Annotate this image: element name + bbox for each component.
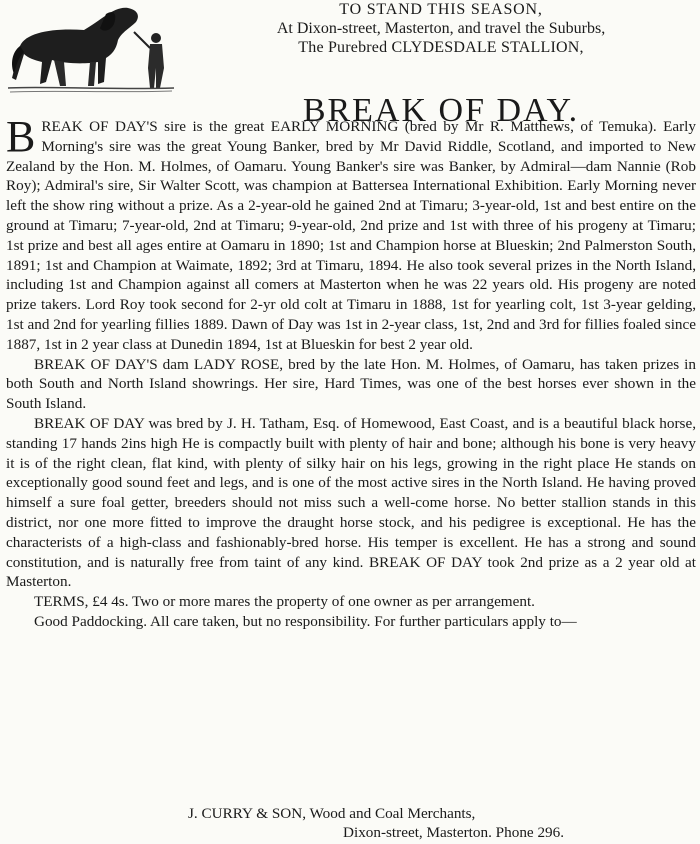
header-line-1: TO STAND THIS SEASON, bbox=[339, 1, 543, 18]
paragraph-sire bbox=[6, 112, 696, 355]
horse-and-groom-illustration bbox=[6, 2, 176, 94]
paragraph-dam: BREAK OF DAY'S dam LADY ROSE, bred by the late Hon. M. Holmes, of Oamaru, has taken prizes in both South and North Island showrings. Her sire, Hard Times, was one of the best horses ever shown in the South Island. bbox=[6, 355, 696, 413]
signature-line-2: Dixon-street, Masterton. Phone 296. bbox=[343, 824, 565, 841]
signature-line-1: J. CURRY & SON, Wood and Coal Merchants, bbox=[188, 805, 476, 822]
paragraph-description: BREAK OF DAY was bred by J. H. Tatham, Esq. of Homewood, East Coast, and is a beautiful black horse, standing 17 hands 2ins high He is compactly built with plenty of hair and bone; although his bone is very heavy it is of the right clean, flat kind, with plenty of silky hair on his legs, growing in the right place He stands on exceptionally good sound feet and legs, and is one of the most active sires in the North Island. He having proved himself a sure foal getter, breeders should not miss such a well-come horse. No better stallion stands in this district, nor one more fitted to improve the draught horse stock, and his pedigree is exceptional. He has the characterists of a high-class and fashionably-bred horse. His temper is excellent. He has a strong and sound constitution, and is naturally free from taint of any kind. BREAK OF DAY took 2nd prize as a 2 year old at Masterton. bbox=[6, 414, 696, 591]
page-title: BREAK OF DAY. bbox=[302, 91, 580, 129]
paragraph-sire-text: REAK OF DAY'S sire is the great EARLY MORNING (bred by Mr R. Matthews, of Temuka). Early Morning's sire was the great Young Banker, bred by Mr David Riddle, Scotland, and imported to New Zealand by the Hon. M. Holmes, of Oamaru. Young Banker's sire was Banker, by Admiral—dam Nannie (Rob Roy); Admiral's sire, Sir Walter Scott, was champion at Battersea International Exhibition. Early Morning never left the show ring without a prize. As a 2-year-old he gained 2nd at Timaru; 3-year-old, 1st and best entire on the ground at Timaru; 7-year-old, 2nd at Timaru; 9-year-old, 2nd prize and 1st with three of his progeny at Timaru; 1st prize and best all ages entire at Oamaru in 1890; 1st and Champion horse at Blueskin; 2nd Palmerston South, 1891; 1st and Champion at Waimate, 1892; 3rd at Timaru, 1894. He also took several prizes in the North Island, including 1st and Champion against all comers at Masterton when he was 22 years old. His progeny are noted prize takers. Lord Roy took second for 2-yr old colt at Timaru in 1888, 1st for yearling colt, 1st 3-year gelding, 1st and 2nd for yearling fillies 1889. Dawn of Day was 1st in 2-year class, 1st, 2nd and 3rd for fillies foaled since 1887, 1st in 2 year class at Dunedin 1894, 1st at Blueskin for best 2 year old. bbox=[6, 118, 696, 353]
header-line-2: At Dixon-street, Masterton, and travel the Suburbs, bbox=[276, 20, 606, 37]
header-line-3: The Purebred CLYDESDALE STALLION, bbox=[298, 39, 584, 56]
paragraph-terms: TERMS, £4 4s. Two or more mares the property of one owner as per arrangement. bbox=[34, 593, 535, 611]
article-body bbox=[6, 112, 696, 632]
drop-cap: B bbox=[6, 112, 36, 161]
paragraph-paddocking: Good Paddocking. All care taken, but no responsibility. For further particulars apply to— bbox=[34, 612, 577, 630]
